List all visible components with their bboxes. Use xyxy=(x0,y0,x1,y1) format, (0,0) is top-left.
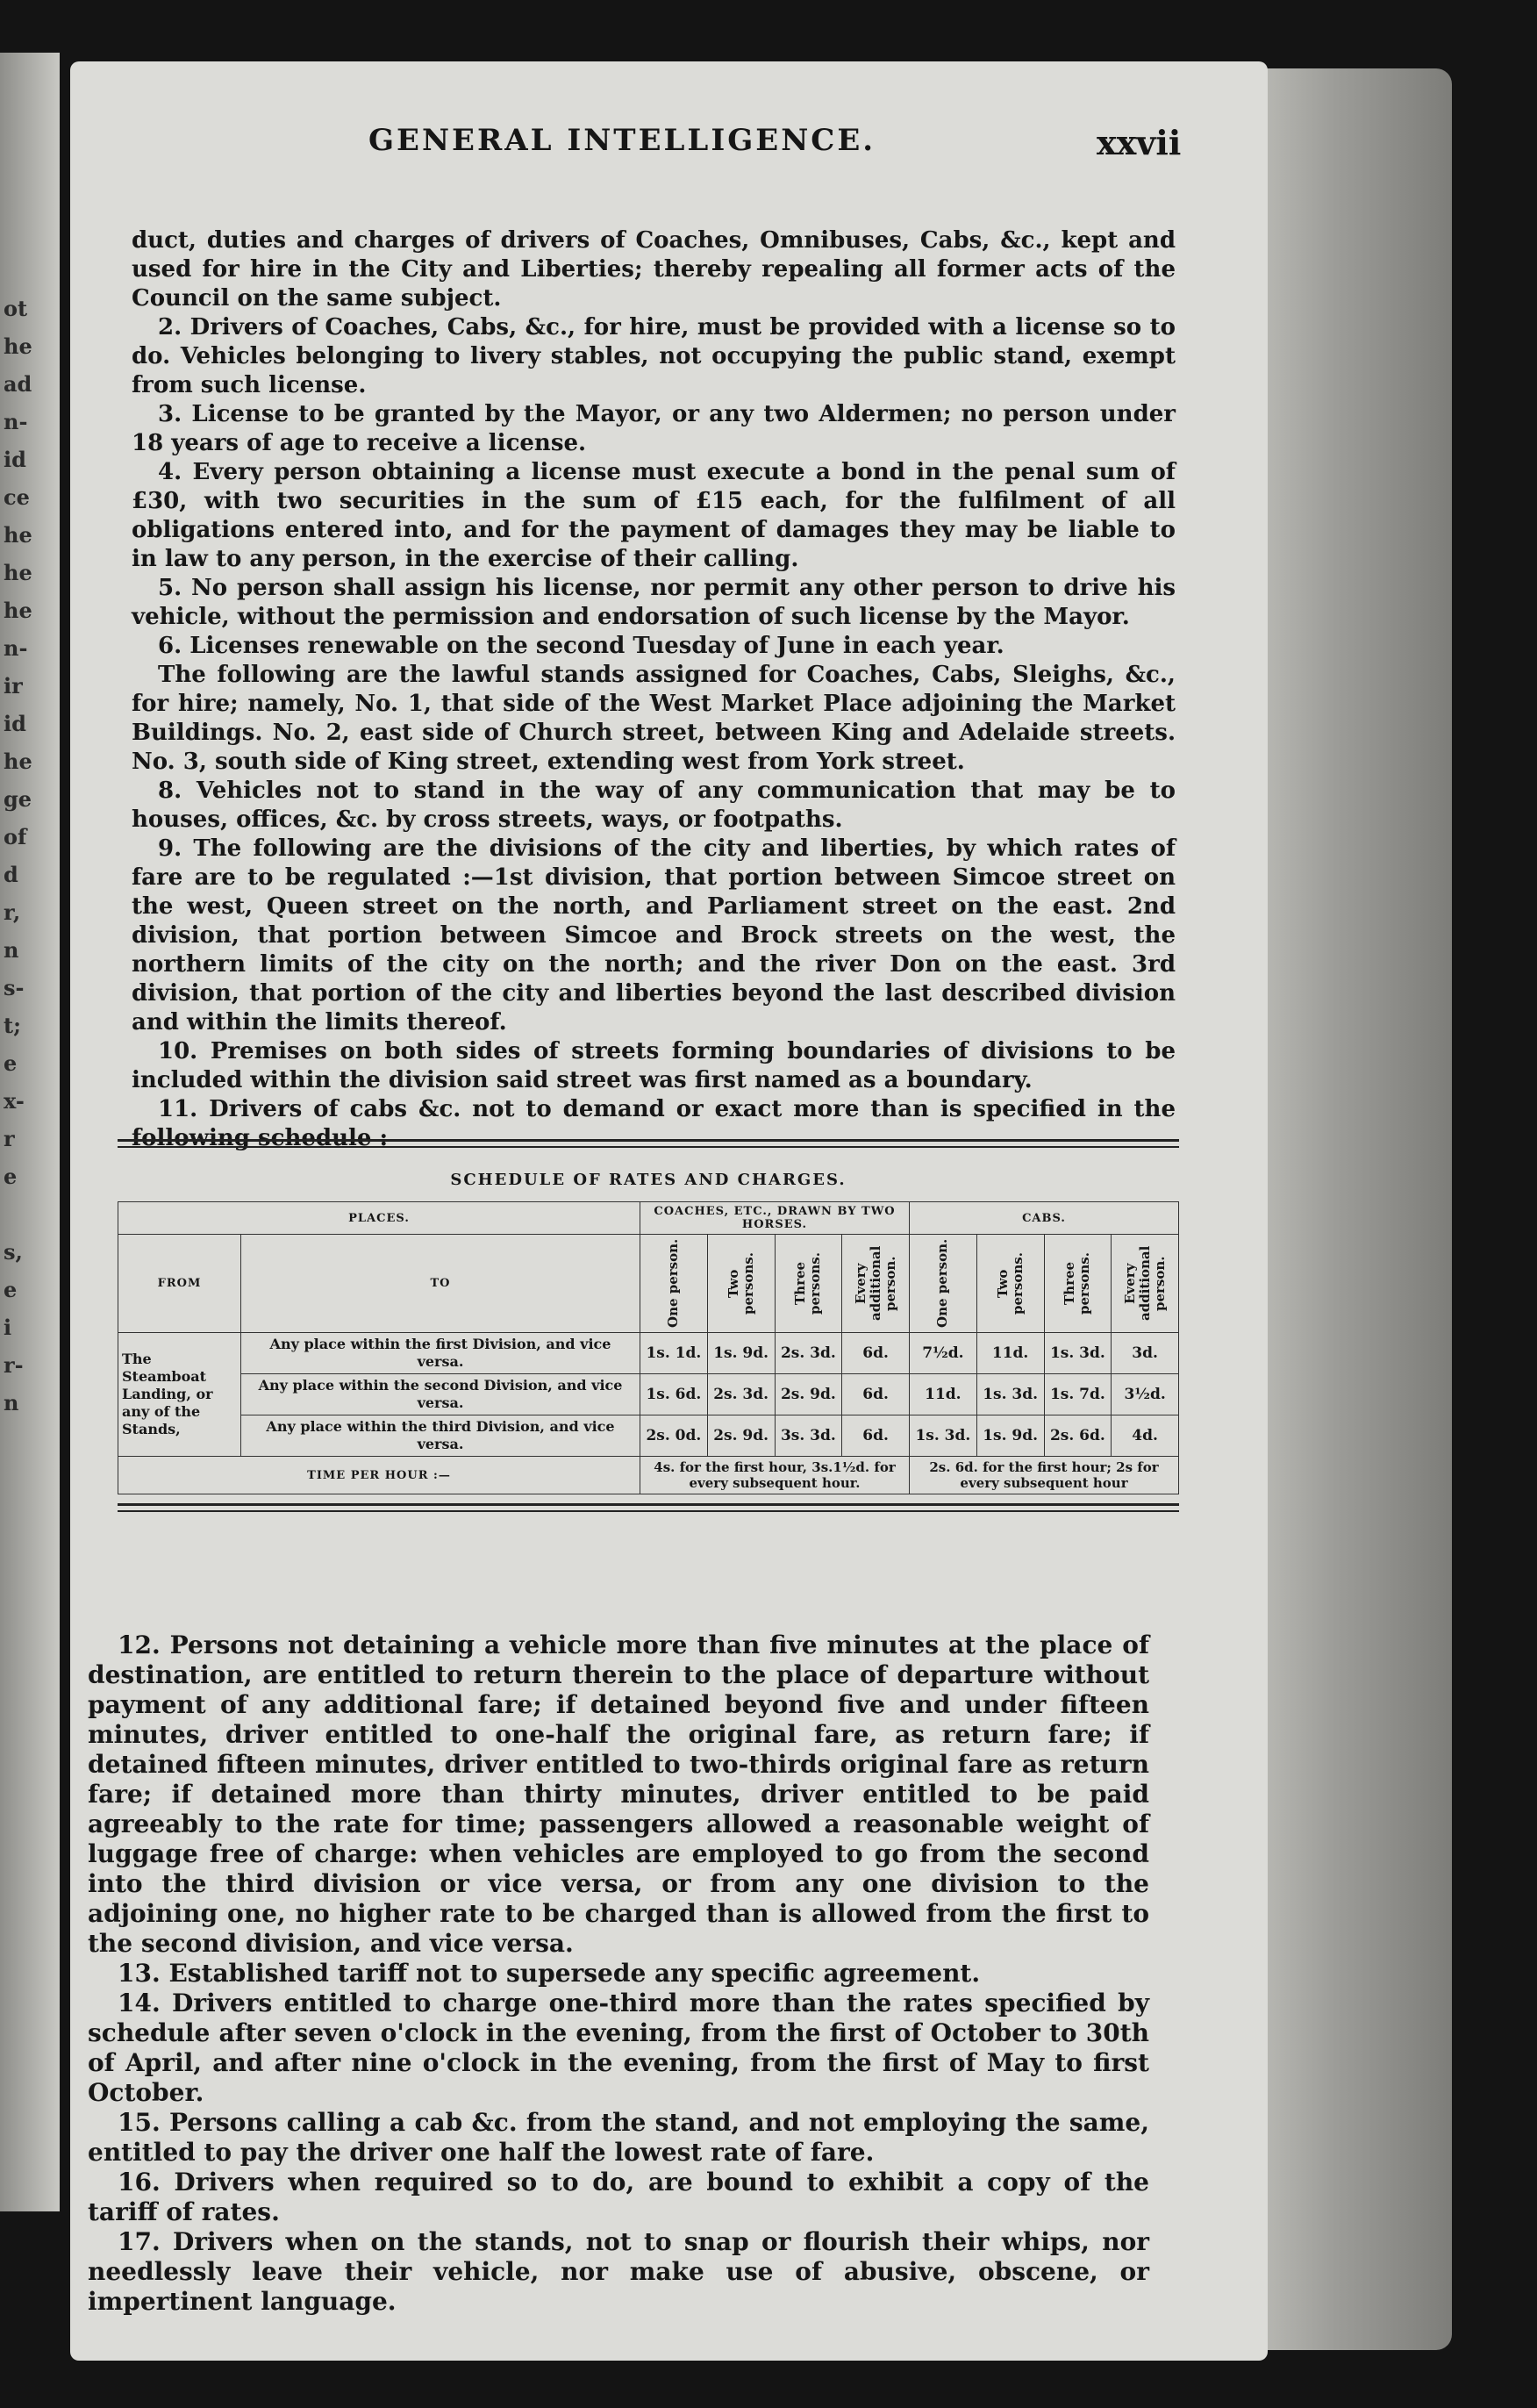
rate-cell: 2s. 3d. xyxy=(707,1374,775,1415)
rate-cell: 4d. xyxy=(1112,1415,1179,1457)
rate-cell: 6d. xyxy=(842,1374,910,1415)
paragraph: 16. Drivers when required so to do, are bound to exhibit a copy of the tariff of rates. xyxy=(88,2168,1149,2226)
margin-fragment: id xyxy=(4,711,26,736)
to-cell: Any place within the third Division, and vice versa. xyxy=(241,1415,640,1457)
rate-cell: 1s. 3d. xyxy=(976,1374,1044,1415)
rate-cell: 1s. 6d. xyxy=(640,1374,708,1415)
adjacent-page-fragments xyxy=(4,290,56,1422)
rate-cell: 2s. 6d. xyxy=(1044,1415,1112,1457)
schedule-title: SCHEDULE OF RATES AND CHARGES. xyxy=(450,1171,847,1189)
margin-fragment: r- xyxy=(4,1352,24,1378)
places-header: PLACES. xyxy=(118,1202,640,1235)
cabs-header: CABS. xyxy=(910,1202,1179,1235)
rate-cell: 2s. 9d. xyxy=(707,1415,775,1457)
body-text-top xyxy=(132,226,1176,1153)
to-cell: Any place within the second Division, and vice versa. xyxy=(241,1374,640,1415)
rate-cell: 1s. 3d. xyxy=(1044,1333,1112,1374)
margin-fragment: e xyxy=(4,1050,18,1076)
rates-schedule xyxy=(118,1139,1179,1512)
rate-cell: 1s. 7d. xyxy=(1044,1374,1112,1415)
table-row xyxy=(118,1415,1179,1457)
margin-fragment: ir xyxy=(4,673,23,699)
column-header: Three persons. xyxy=(792,1252,824,1315)
double-rule xyxy=(118,1503,1179,1512)
margin-fragment: s, xyxy=(4,1239,23,1265)
margin-fragment: t; xyxy=(4,1013,21,1038)
rate-cell: 2s. 0d. xyxy=(640,1415,708,1457)
paragraph: 9. The following are the divisions of the city and liberties, by which rates of fare are to be regulated :—1st division, that portion between Simcoe street on the west, Queen street on the north, and Parliament street on the east. 2nd division, that portion between Simcoe and Brock streets on the west, the northern limits of the city on the north; and the river Don on the east. 3rd division, that portion of the city and liberties beyond the last described division and within the limits thereof. xyxy=(132,835,1176,1036)
margin-fragment: x- xyxy=(4,1088,25,1114)
double-rule xyxy=(118,1139,1179,1148)
margin-fragment: of xyxy=(4,824,27,849)
paragraph: duct, duties and charges of drivers of Coaches, Omnibuses, Cabs, &c., kept and used for hire in the City and Liberties; thereby repealing all former acts of the Council on the same subject. xyxy=(132,227,1176,312)
margin-fragment: id xyxy=(4,447,26,472)
table-row xyxy=(118,1333,1179,1374)
coaches-header: COACHES, ETC., DRAWN BY TWO HORSES. xyxy=(640,1202,910,1235)
margin-fragment: r, xyxy=(4,899,21,925)
margin-fragment: n- xyxy=(4,409,28,434)
column-header: Three persons. xyxy=(1062,1252,1093,1315)
time-label: TIME PER HOUR :— xyxy=(118,1457,640,1494)
running-title: GENERAL INTELLIGENCE. xyxy=(368,123,876,158)
time-coaches: 4s. for the first hour, 3s.1½d. for every subsequent hour. xyxy=(640,1457,910,1494)
rate-cell: 1s. 9d. xyxy=(707,1333,775,1374)
table-row xyxy=(118,1457,1179,1494)
margin-fragment: he xyxy=(4,522,32,548)
margin-fragment: e xyxy=(4,1164,18,1189)
rate-cell: 11d. xyxy=(910,1374,977,1415)
from-header: FROM xyxy=(118,1235,241,1333)
adjacent-page xyxy=(0,53,60,2211)
paragraph: 6. Licenses renewable on the second Tuesday of June in each year. xyxy=(158,633,1004,659)
column-header: Every additional person. xyxy=(1121,1245,1168,1322)
rate-cell: 3d. xyxy=(1112,1333,1179,1374)
time-cabs: 2s. 6d. for the first hour; 2s for every subsequent hour xyxy=(910,1457,1179,1494)
rate-cell: 2s. 9d. xyxy=(775,1374,842,1415)
to-header: TO xyxy=(241,1235,640,1333)
rate-cell: 3½d. xyxy=(1112,1374,1179,1415)
column-header: One person. xyxy=(934,1238,951,1329)
margin-fragment: ce xyxy=(4,484,30,510)
page-edge xyxy=(1259,68,1452,2350)
from-cell: The Steamboat Landing, or any of the Stands, xyxy=(118,1333,241,1457)
paragraph: 2. Drivers of Coaches, Cabs, &c., for hire, must be provided with a license so to do. Vehicles belonging to livery stables, not occupying the public stand, exempt from such license. xyxy=(132,314,1176,398)
paragraph: 5. No person shall assign his license, nor permit any other person to drive his vehicle, without the permission and endorsation of such license by the Mayor. xyxy=(132,575,1176,630)
margin-fragment: n xyxy=(4,1390,19,1415)
margin-fragment: ad xyxy=(4,371,32,397)
margin-fragment: n xyxy=(4,937,19,963)
margin-fragment: d xyxy=(4,862,18,887)
rate-cell: 11d. xyxy=(976,1333,1044,1374)
column-header: One person. xyxy=(665,1238,682,1329)
rate-cell: 7½d. xyxy=(910,1333,977,1374)
column-header: Two persons. xyxy=(994,1252,1026,1315)
paragraph: 11. Drivers of cabs &c. not to demand or exact more than is specified in the following schedule : xyxy=(132,1096,1176,1151)
paragraph: The following are the lawful stands assigned for Coaches, Cabs, Sleighs, &c., for hire; namely, No. 1, that side of the West Market Place adjoining the Market Buildings. No. 2, east side of Church street, between King and Adelaide streets. No. 3, south side of King street, extending west from York street. xyxy=(132,662,1176,775)
paragraph: 17. Drivers when on the stands, not to snap or flourish their whips, nor needlessly leave their vehicle, nor make use of abusive, obscene, or impertinent language. xyxy=(88,2227,1149,2316)
margin-fragment: he xyxy=(4,749,32,774)
paragraph: 12. Persons not detaining a vehicle more than five minutes at the place of destination, are entitled to return therein to the place of departure without payment of any additional fare; if detained beyond five and under fifteen minutes, driver entitled to one-half the original fare, as return fare; if detained fifteen minutes, driver entitled to two-thirds original fare as return fare; if detained more than thirty minutes, driver entitled to be paid agreeably to the rate for time; passengers allowed a reasonable weight of luggage free of charge: when vehicles are employed to go from the second into the third division or vice versa, or from any one division to the adjoining one, no higher rate to be charged than is allowed from the first to the second division, and vice versa. xyxy=(88,1630,1149,1958)
paragraph: 13. Established tariff not to supersede any specific agreement. xyxy=(118,1959,981,1988)
rate-cell: 3s. 3d. xyxy=(775,1415,842,1457)
body-text-bottom xyxy=(88,1630,1149,2317)
margin-fragment: he xyxy=(4,598,32,623)
rate-cell: 1s. 9d. xyxy=(976,1415,1044,1457)
column-header: Every additional person. xyxy=(852,1245,898,1322)
page-number: xxvii xyxy=(1097,123,1182,162)
rate-cell: 1s. 1d. xyxy=(640,1333,708,1374)
rate-cell: 1s. 3d. xyxy=(910,1415,977,1457)
margin-fragment: i xyxy=(4,1315,12,1340)
paragraph: 14. Drivers entitled to charge one-third more than the rates specified by schedule after seven o'clock in the evening, from the first of October to 30th of April, and after nine o'clock in the evening, from the first of May to first October. xyxy=(88,1989,1149,2107)
rate-cell: 6d. xyxy=(842,1333,910,1374)
paragraph: 10. Premises on both sides of streets forming boundaries of divisions to be included within the division said street was first named as a boundary. xyxy=(132,1038,1176,1093)
paragraph: 3. License to be granted by the Mayor, or any two Aldermen; no person under 18 years of age to receive a license. xyxy=(132,401,1176,456)
margin-fragment: s- xyxy=(4,975,25,1000)
margin-fragment xyxy=(4,1195,56,1233)
rate-cell: 6d. xyxy=(842,1415,910,1457)
paragraph: 8. Vehicles not to stand in the way of any communication that may be to houses, offices, &c. by cross streets, ways, or footpaths. xyxy=(132,778,1176,833)
margin-fragment: n- xyxy=(4,635,28,661)
table-row xyxy=(118,1374,1179,1415)
paragraph: 4. Every person obtaining a license must execute a bond in the penal sum of £30, with two securities in the sum of £15 each, for the fulfilment of all obligations entered into, and for the payment of damages they may be liable to in law to any person, in the exercise of their calling. xyxy=(132,459,1176,572)
margin-fragment: he xyxy=(4,333,32,359)
margin-fragment: e xyxy=(4,1277,18,1302)
margin-fragment: he xyxy=(4,560,32,585)
paragraph: 15. Persons calling a cab &c. from the stand, and not employing the same, entitled to pay the driver one half the lowest rate of fare. xyxy=(88,2108,1149,2167)
margin-fragment: ot xyxy=(4,296,28,321)
margin-fragment: r xyxy=(4,1126,15,1151)
column-header: Two persons. xyxy=(725,1252,756,1315)
to-cell: Any place within the first Division, and vice versa. xyxy=(241,1333,640,1374)
margin-fragment: ge xyxy=(4,786,32,812)
rates-table xyxy=(118,1201,1179,1494)
rate-cell: 2s. 3d. xyxy=(775,1333,842,1374)
